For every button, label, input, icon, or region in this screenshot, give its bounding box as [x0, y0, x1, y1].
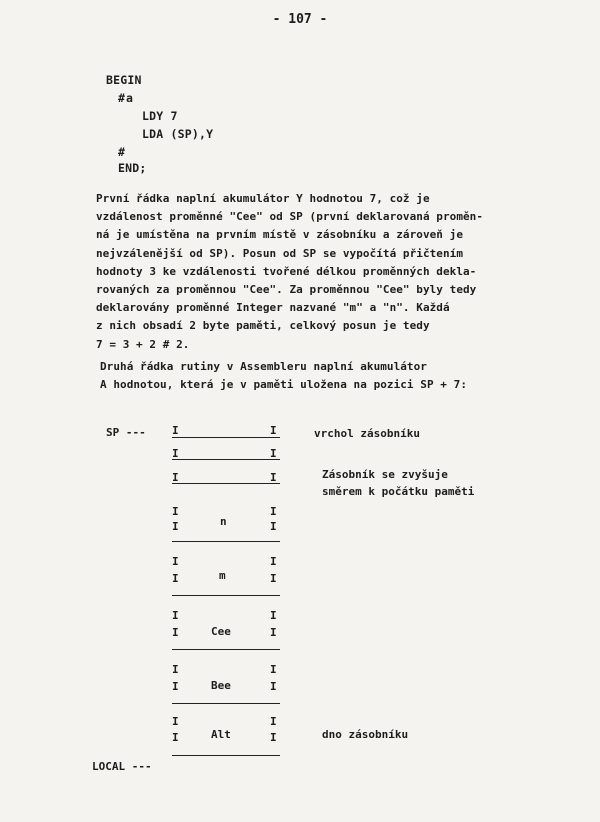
- stack-bar: I: [172, 447, 179, 460]
- stack-bar: I: [270, 505, 277, 518]
- stack-bar: I: [172, 680, 179, 693]
- local-label: LOCAL ---: [92, 760, 152, 773]
- stack-bar: I: [270, 471, 277, 484]
- stack-cell-n: n: [220, 515, 227, 528]
- stack-top-label: vrchol zásobníku: [314, 427, 420, 440]
- stack-rule: [172, 703, 280, 704]
- stack-bar: I: [172, 626, 179, 639]
- paragraph-line: Druhá řádka rutiny v Assembleru naplní akumulátor: [100, 360, 427, 373]
- stack-rule: [172, 483, 280, 484]
- stack-bar: I: [172, 520, 179, 533]
- paragraph-line: rovaných za proměnnou "Cee". Za proměnnou "Cee" byly tedy: [96, 283, 477, 297]
- stack-bar: I: [172, 609, 179, 622]
- paragraph-line: ná je umístěna na prvním místě v zásobníku a zároveň je: [96, 228, 463, 242]
- stack-bar: I: [172, 663, 179, 676]
- stack-bar: I: [172, 471, 179, 484]
- code-lda: LDA (SP),Y: [142, 127, 214, 141]
- stack-bar: I: [270, 520, 277, 533]
- paragraph-line: z nich obsadí 2 byte paměti, celkový posun je tedy: [96, 319, 430, 333]
- stack-cell-alt: Alt: [211, 728, 231, 741]
- stack-bar: I: [172, 555, 179, 568]
- paragraph-1: [96, 190, 556, 354]
- stack-bar: I: [270, 626, 277, 639]
- code-ldy: LDY 7: [142, 109, 178, 123]
- code-line-a: a: [126, 91, 134, 105]
- paragraph-line: 7 = 3 + 2 # 2.: [96, 337, 190, 351]
- stack-cell-m: m: [219, 569, 226, 582]
- paragraph-line: První řádka naplní akumulátor Y hodnotou 7, což je: [96, 192, 430, 205]
- sp-label: SP ---: [106, 426, 146, 439]
- stack-grow-label-1: Zásobník se zvyšuje: [322, 468, 448, 481]
- stack-rule: [172, 755, 280, 756]
- stack-rule: [172, 649, 280, 650]
- paragraph-line: nejvzálenější od SP). Posun od SP se vypočítá přičtením: [96, 246, 463, 260]
- stack-rule: [172, 437, 280, 438]
- code-end: END;: [118, 161, 147, 175]
- stack-cell-bee: Bee: [211, 679, 231, 692]
- paragraph-line: hodnoty 3 ke vzdálenosti tvořené délkou proměnných dekla-: [96, 264, 477, 278]
- stack-bar: I: [270, 715, 277, 728]
- paragraph-2: [100, 358, 540, 394]
- stack-bar: I: [172, 424, 179, 437]
- stack-cell-cee: Cee: [211, 625, 231, 638]
- stack-bar: I: [270, 731, 277, 744]
- code-begin: BEGIN: [106, 73, 142, 87]
- stack-bar: I: [270, 680, 277, 693]
- stack-bottom-label: dno zásobníku: [322, 728, 409, 741]
- stack-bar: I: [172, 505, 179, 518]
- stack-bar: I: [270, 447, 277, 460]
- stack-bar: I: [270, 609, 277, 622]
- paragraph-line: deklarovány proměnné Integer nazvané "m" a "n". Každá: [96, 301, 450, 315]
- stack-bar: I: [172, 572, 179, 585]
- paragraph-line: A hodnotou, která je v paměti uložena na pozici SP + 7:: [100, 378, 467, 392]
- page-number: - 107 -: [272, 12, 328, 27]
- stack-rule: [172, 459, 280, 460]
- stack-bar: I: [172, 715, 179, 728]
- stack-bar: I: [270, 663, 277, 676]
- stack-bar: I: [270, 424, 277, 437]
- code-mark: #: [118, 145, 126, 159]
- stack-grow-label-2: směrem k počátku paměti: [322, 485, 475, 498]
- code-line-a-mark: #: [118, 91, 126, 105]
- stack-bar: I: [270, 572, 277, 585]
- stack-bar: I: [270, 555, 277, 568]
- stack-rule: [172, 541, 280, 542]
- paragraph-line: vzdálenost proměnné "Cee" od SP (první deklarovaná proměn-: [96, 210, 484, 224]
- stack-rule: [172, 595, 280, 596]
- stack-bar: I: [172, 731, 179, 744]
